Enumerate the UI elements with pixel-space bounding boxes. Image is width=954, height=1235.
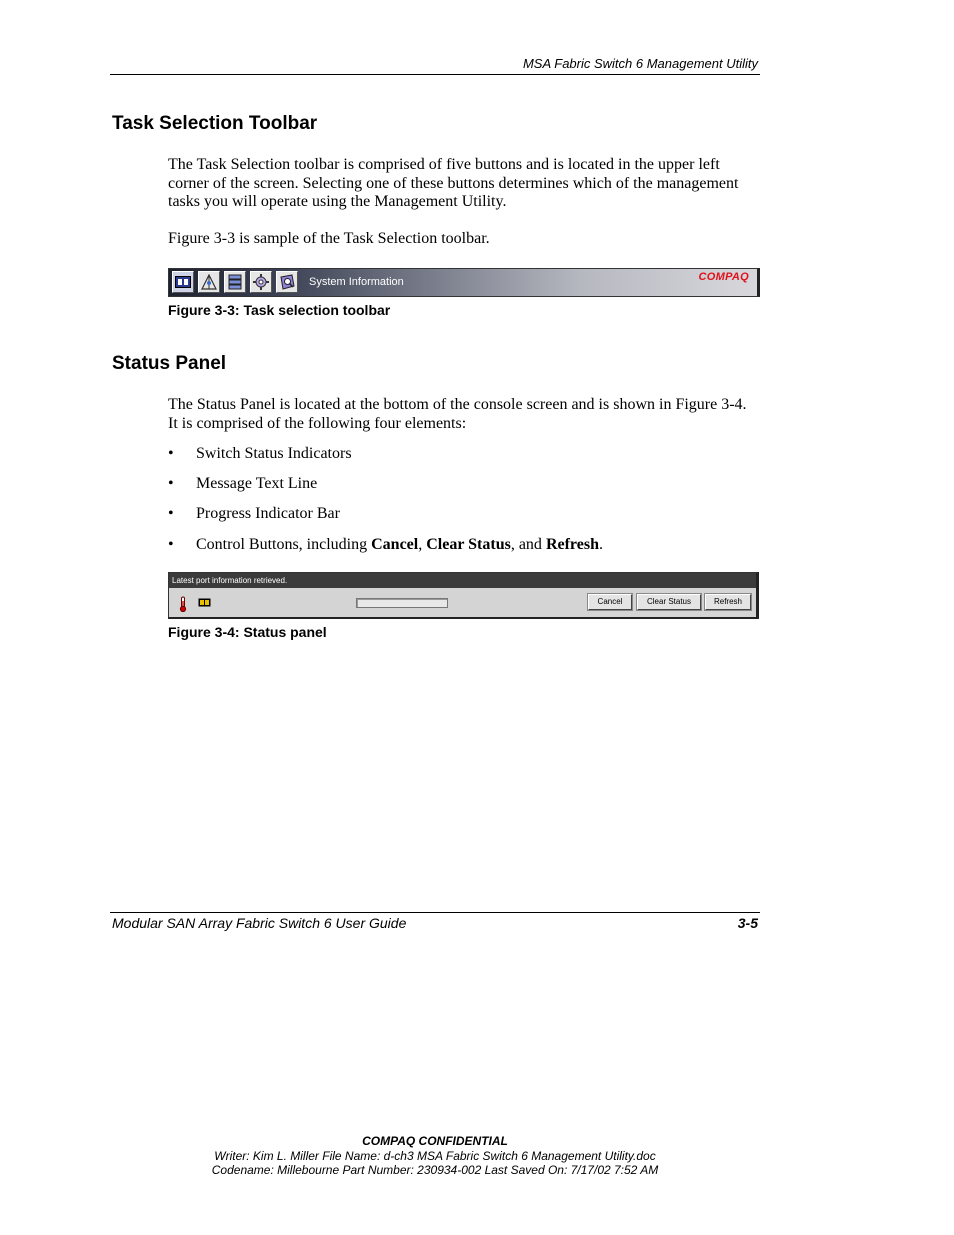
running-header: MSA Fabric Switch 6 Management Utility	[522, 56, 758, 71]
confidential-label: COMPAQ CONFIDENTIAL	[362, 1134, 508, 1148]
task-toolbar-paragraph: The Task Selection toolbar is comprised of five buttons and is located in the upper left corner of the screen. Selecting one of these buttons determines which of the management tasks you will operate using the Management Utility.	[168, 156, 739, 210]
codename-part-info: Codename: Millebourne Part Number: 230934-002 Last Saved On: 7/17/02 7:52 AM	[211, 1163, 659, 1177]
database-icon	[228, 274, 242, 290]
status-panel-figure	[168, 572, 759, 619]
clear-status-button[interactable]: Clear Status	[637, 594, 701, 610]
message-text-line: Latest port information retrieved.	[169, 573, 756, 588]
settings-gear-icon	[253, 274, 269, 290]
thermometer-icon	[179, 596, 187, 612]
compaq-logo: COMPAQ	[698, 271, 749, 283]
footer-guide-title: Modular SAN Array Fabric Switch 6 User Guide	[112, 915, 407, 931]
active-task-label: System Information	[309, 276, 404, 288]
section-heading-status-panel: Status Panel	[112, 353, 227, 374]
figure-3-3-caption: Figure 3-3: Task selection toolbar	[168, 302, 391, 318]
task-selection-toolbar-figure	[168, 268, 760, 297]
footer-rule	[110, 912, 760, 913]
footer-page-number: 3-5	[737, 915, 758, 931]
status-panel-paragraph: The Status Panel is located at the bottom of the console screen and is shown in Figure 3-4. It is comprised of the following four elements:	[168, 396, 747, 432]
header-rule	[110, 74, 760, 75]
topology-icon	[201, 274, 217, 290]
switch-icon	[175, 276, 191, 288]
system-info-task-button[interactable]	[276, 271, 298, 293]
settings-task-button[interactable]	[250, 271, 272, 293]
switch-status-icon	[198, 598, 211, 607]
refresh-button[interactable]: Refresh	[705, 594, 751, 610]
figure-reference-paragraph: Figure 3-3 is sample of the Task Selection toolbar.	[168, 230, 490, 247]
topology-task-button[interactable]	[198, 271, 220, 293]
database-task-button[interactable]	[224, 271, 246, 293]
cancel-button[interactable]: Cancel	[588, 594, 632, 610]
status-panel-element-list: • Switch Status Indicators • Message Text Line • Progress Indicator Bar • Control Buttons, including Cancel, Clear Status, and Refresh.	[168, 445, 603, 553]
system-info-icon	[279, 274, 295, 290]
section-heading-task-selection: Task Selection Toolbar	[112, 113, 318, 134]
switch-task-button[interactable]	[172, 271, 194, 293]
figure-3-4-caption: Figure 3-4: Status panel	[168, 624, 327, 640]
writer-file-info: Writer: Kim L. Miller File Name: d-ch3 MSA Fabric Switch 6 Management Utility.doc	[214, 1149, 656, 1163]
progress-indicator-bar	[356, 598, 448, 608]
